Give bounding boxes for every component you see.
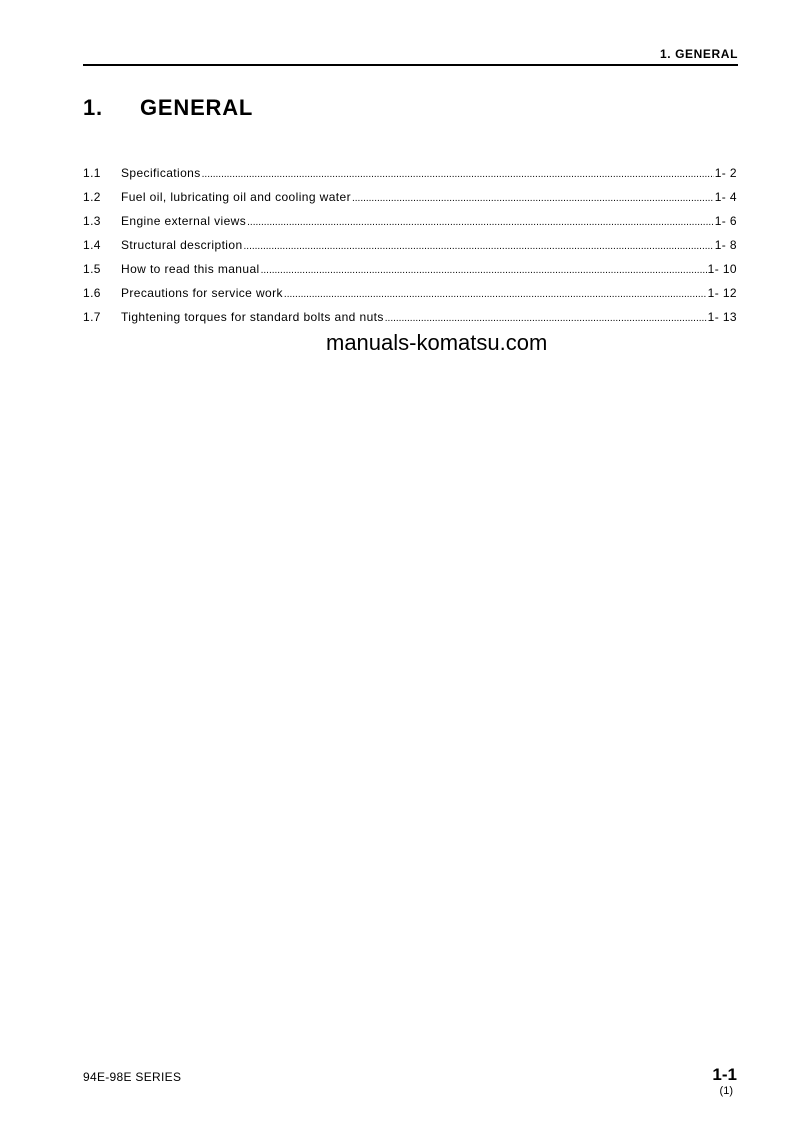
toc-entry[interactable] — [83, 166, 737, 190]
dot-leader — [385, 313, 707, 324]
dot-leader — [352, 193, 714, 204]
dot-leader — [284, 289, 707, 300]
footer-series: 94E-98E SERIES — [83, 1070, 182, 1084]
toc-entry-number: 1.5 — [83, 262, 101, 276]
chapter-title-text: GENERAL — [140, 95, 254, 120]
toc-entry-label: Specifications — [121, 166, 201, 180]
header-rule — [83, 64, 738, 66]
toc-entry-number: 1.4 — [83, 238, 101, 252]
toc-entry[interactable] — [83, 286, 737, 310]
table-of-contents — [83, 166, 737, 334]
toc-entry-number: 1.3 — [83, 214, 101, 228]
toc-entry-number: 1.7 — [83, 310, 101, 324]
toc-entry-number: 1.6 — [83, 286, 101, 300]
toc-entry-label: How to read this manual — [121, 262, 260, 276]
toc-entry[interactable] — [83, 214, 737, 238]
toc-entry-page: 1- 10 — [707, 262, 737, 276]
toc-entry[interactable] — [83, 238, 737, 262]
dot-leader — [202, 169, 714, 180]
dot-leader — [261, 265, 707, 276]
toc-entry[interactable] — [83, 262, 737, 286]
toc-entry-page: 1- 13 — [707, 310, 737, 324]
toc-entry-page: 1- 4 — [714, 190, 737, 204]
toc-entry-label: Precautions for service work — [121, 286, 283, 300]
dot-leader — [247, 217, 714, 228]
toc-entry-label: Fuel oil, lubricating oil and cooling water — [121, 190, 351, 204]
toc-entry-number: 1.1 — [83, 166, 101, 180]
chapter-title — [83, 95, 253, 121]
toc-entry-number: 1.2 — [83, 190, 101, 204]
toc-entry-page: 1- 12 — [707, 286, 737, 300]
footer-revision: (1) — [719, 1085, 733, 1097]
toc-entry[interactable] — [83, 190, 737, 214]
running-header: 1. GENERAL — [659, 47, 738, 61]
toc-entry-label: Structural description — [121, 238, 243, 252]
dot-leader — [244, 241, 714, 252]
toc-entry-page: 1- 8 — [714, 238, 737, 252]
watermark-text: manuals-komatsu.com — [326, 330, 548, 355]
toc-entry-label: Tightening torques for standard bolts and nuts — [121, 310, 384, 324]
toc-entry-page: 1- 2 — [714, 166, 737, 180]
toc-entry-label: Engine external views — [121, 214, 247, 228]
chapter-number: 1. — [83, 95, 103, 120]
footer-page-number: 1-1 — [712, 1065, 737, 1084]
toc-entry-page: 1- 6 — [714, 214, 737, 228]
